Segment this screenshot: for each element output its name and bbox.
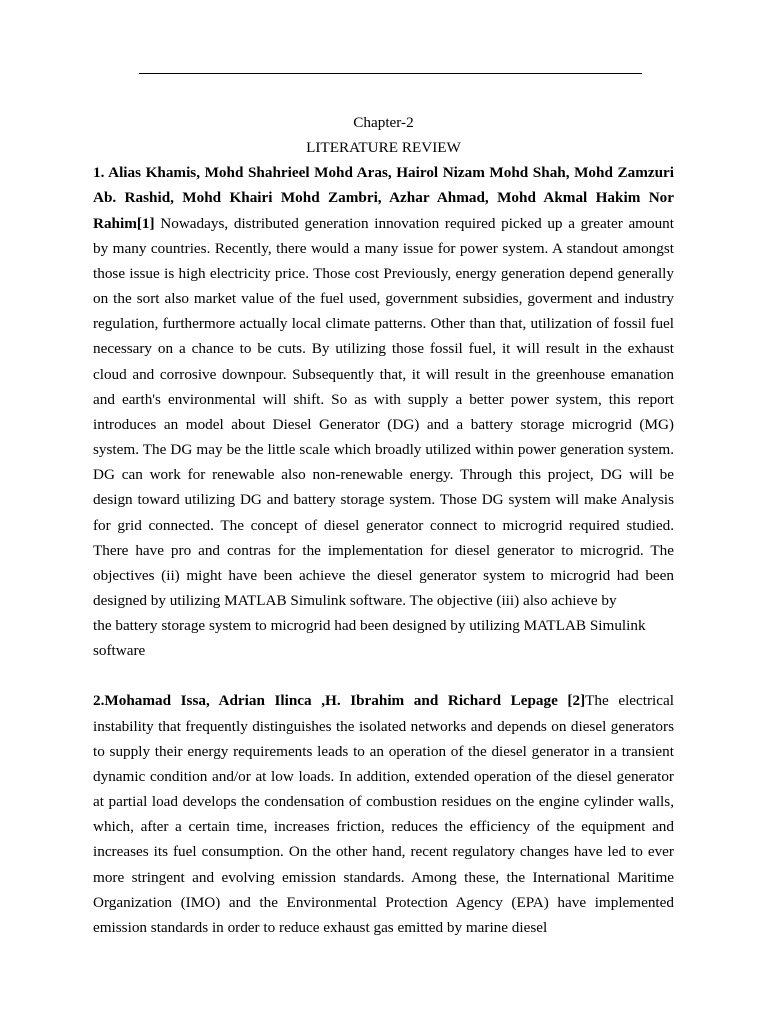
- chapter-label: Chapter-2: [353, 114, 414, 131]
- section-title: LITERATURE REVIEW: [306, 139, 461, 157]
- page-content: [93, 110, 674, 940]
- paragraph-gap: [93, 663, 674, 688]
- review-entry-2: [93, 688, 674, 940]
- top-rule: [139, 73, 642, 74]
- entry-1-authors: 1. Alias Khamis, Mohd Shahrieel Mohd Aras, Hairol Nizam Mohd Shah, Mohd Zamzuri Ab. Rashid, Mohd Khairi Mohd Zambri, Azhar Ahmad, Mohd Akmal Hakim Nor Rahim[1]: [93, 164, 674, 232]
- review-entry-1: [93, 160, 674, 613]
- entry-2-authors: 2.Mohamad Issa, Adrian Ilinca ,H. Ibrahim and Richard Lepage [2]: [93, 692, 586, 710]
- entry-1-body: Nowadays, distributed generation innovation required picked up a greater amount by many countries. Recently, there would a many issue for power system. A standout amongst those issue is high electricity price. Those cost Previously, energy generation depend generally on the sort also market value of the fuel used, government subsidies, goverment and industry regulation, furthermore actually local climate patterns. Other than that, utilization of fossil fuel necessary on a chance to be cuts. By utilizing those fossil fuel, it will result in the exhaust cloud and corrosive downpour. Subsequently that, it will result in the greenhouse emanation and earth's environmental will shift. So as with supply a better power system, this report introduces an model about Diesel Generator (DG) and a battery storage microgrid (MG) system. The DG may be the little scale which broadly utilized within power generation system. DG can work for renewable also non-renewable energy. Through this project, DG will be design toward utilizing DG and battery storage system. Those DG system will make Analysis for grid connected. The concept of diesel generator connect to microgrid required studied. There have pro and contras for the implementation for diesel generator to microgrid. The objectives (ii) might have been achieve the diesel generator system to microgrid had been designed by utilizing MATLAB Simulink software. The objective (iii) also achieve by: [93, 214, 674, 609]
- entry-1-tail: the battery storage system to microgrid had been designed by utilizing MATLAB Simulink software: [93, 617, 646, 660]
- entry-2-body: The electrical instability that frequently distinguishes the isolated networks and depends on diesel generators to supply their energy requirements leads to an operation of the diesel generator in a transient dynamic condition and/or at low loads. In addition, extended operation of the diesel generator at partial load develops the condensation of combustion residues on the engine cylinder walls, which, after a certain time, increases friction, reduces the efficiency of the equipment and increases its fuel consumption. On the other hand, recent regulatory changes have led to ever more stringent and evolving emission standards. Among these, the International Maritime Organization (IMO) and the Environmental Protection Agency (EPA) have implemented emission standards in order to reduce exhaust gas emitted by marine diesel: [93, 692, 674, 936]
